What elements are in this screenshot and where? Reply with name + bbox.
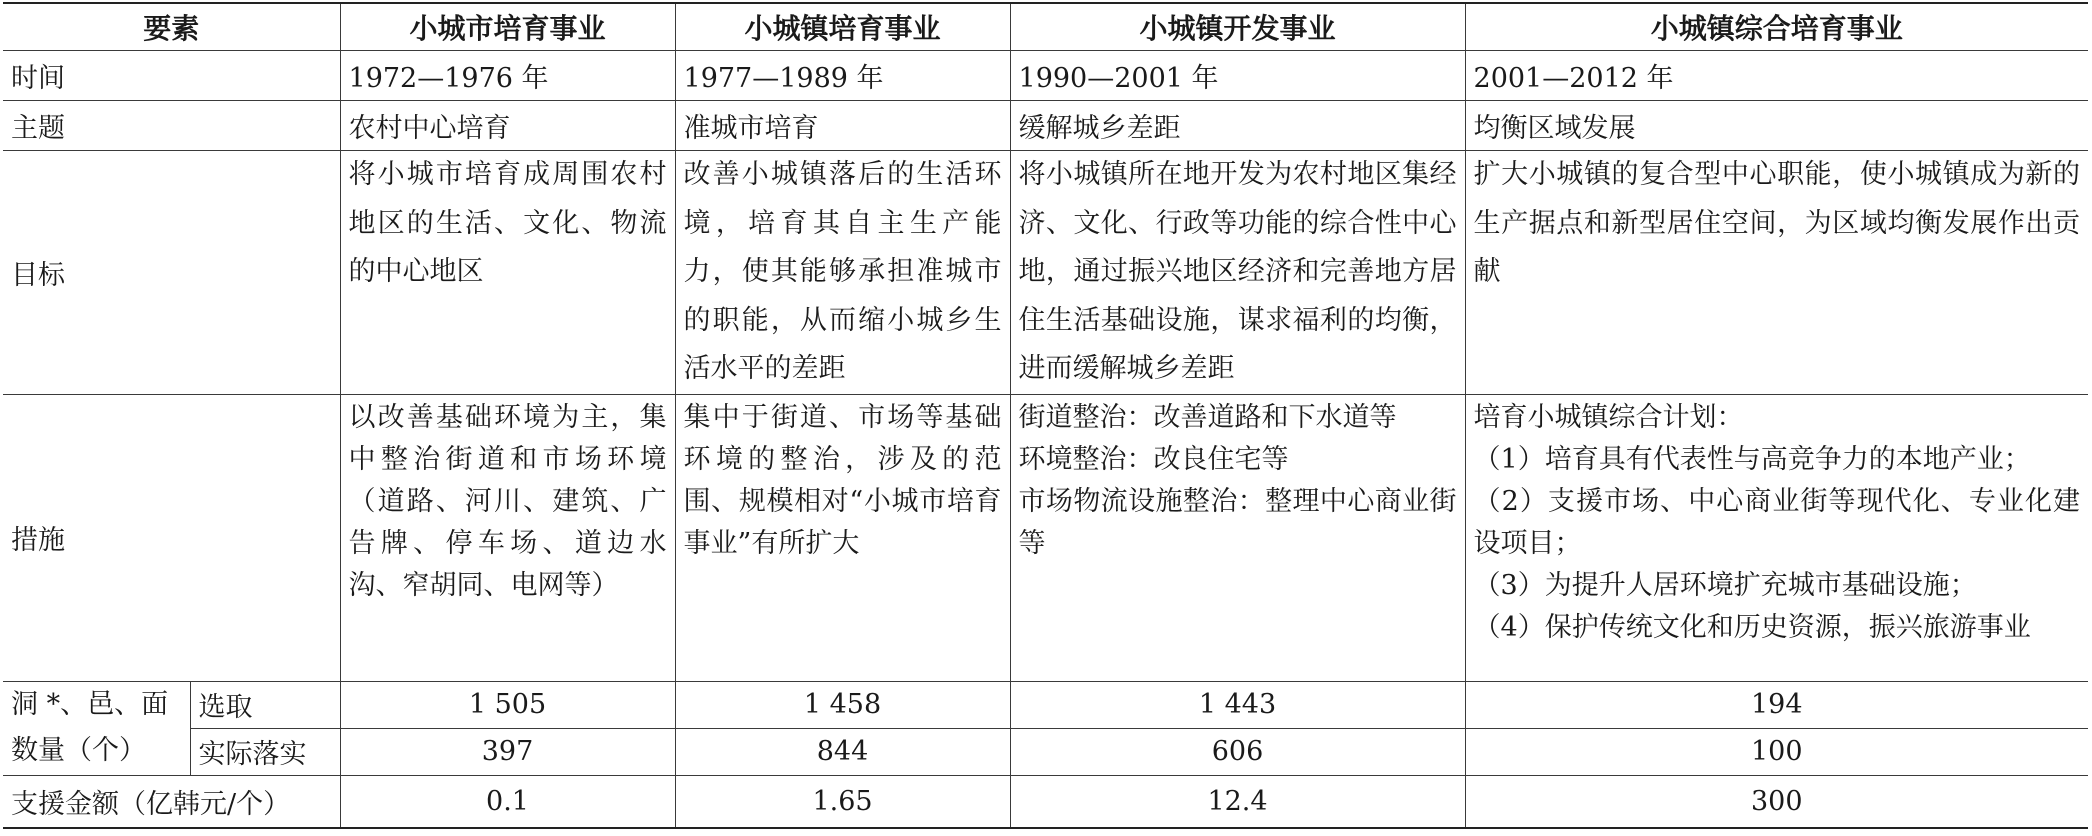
selected-col3: 1 443 (1010, 681, 1465, 728)
goal-col2: 改善小城镇落后的生活环境，培育其自主生产能力，使其能够承担准城市的职能，从而缩小城乡生活水平的差距 (675, 151, 1010, 395)
theme-col3: 缓解城乡差距 (1010, 101, 1465, 151)
measure-col4-line: （3）为提升人居环境扩充城市基础设施； (1473, 569, 1977, 601)
measure-col4-line: 培育小城镇综合计划： (1473, 401, 1744, 433)
measure-col3-line: 市场物流设施整治：整理中心商业街等 (1018, 485, 1457, 559)
measure-col3-line: 环境整治：改良住宅等 (1018, 443, 1289, 475)
fund-col2: 1.65 (675, 775, 1010, 828)
header-col4: 小城镇综合培育事业 (1465, 3, 2088, 51)
measure-col4 (1465, 394, 2088, 681)
time-col4: 2001—2012 年 (1465, 51, 2088, 101)
theme-col2: 准城市培育 (675, 101, 1010, 151)
measure-col4-line: （1）培育具有代表性与高竞争力的本地产业； (1473, 443, 2031, 475)
measure-col3 (1010, 394, 1465, 681)
fund-col3: 12.4 (1010, 775, 1465, 828)
implemented-col4: 100 (1465, 728, 2088, 775)
row-goal (3, 151, 2088, 395)
selected-col1: 1 505 (340, 681, 675, 728)
row-label-goal: 目标 (3, 151, 340, 395)
theme-col1: 农村中心培育 (340, 101, 675, 151)
sub-label-implemented: 实际落实 (190, 728, 340, 775)
time-col3: 1990—2001 年 (1010, 51, 1465, 101)
fund-col4: 300 (1465, 775, 2088, 828)
row-label-time: 时间 (3, 51, 340, 101)
fund-col1: 0.1 (340, 775, 675, 828)
row-time (3, 51, 2088, 101)
time-col2: 1977—1989 年 (675, 51, 1010, 101)
selected-col2: 1 458 (675, 681, 1010, 728)
row-label-theme: 主题 (3, 101, 340, 151)
implemented-col2: 844 (675, 728, 1010, 775)
goal-col3: 将小城镇所在地开发为农村地区集经济、文化、行政等功能的综合性中心地，通过振兴地区经济和完善地方居住生活基础设施，谋求福利的均衡，进而缓解城乡差距 (1010, 151, 1465, 395)
measure-col3-line: 街道整治：改善道路和下水道等 (1018, 401, 1397, 433)
measure-col4-line: （4）保护传统文化和历史资源，振兴旅游事业 (1473, 611, 2031, 643)
row-count-selected (3, 681, 2088, 728)
header-row (3, 3, 2088, 51)
selected-col4: 194 (1465, 681, 2088, 728)
measure-col2: 集中于街道、市场等基础环境的整治，涉及的范围、规模相对“小城市培育事业”有所扩大 (675, 394, 1010, 681)
measure-col1: 以改善基础环境为主，集中整治街道和市场环境（道路、河川、建筑、广告牌、停车场、道边水沟、窄胡同、电网等） (340, 394, 675, 681)
goal-col4: 扩大小城镇的复合型中心职能，使小城镇成为新的生产据点和新型居住空间，为区域均衡发展作出贡献 (1465, 151, 2088, 395)
header-col2: 小城镇培育事业 (675, 3, 1010, 51)
header-factor: 要素 (3, 3, 340, 51)
sub-label-selected: 选取 (190, 681, 340, 728)
comparison-table (3, 2, 2088, 829)
row-measure (3, 394, 2088, 681)
row-label-count: 洞 *、邑、面数量（个） (3, 681, 190, 775)
row-theme (3, 101, 2088, 151)
implemented-col1: 397 (340, 728, 675, 775)
header-col1: 小城市培育事业 (340, 3, 675, 51)
header-col3: 小城镇开发事业 (1010, 3, 1465, 51)
theme-col4: 均衡区域发展 (1465, 101, 2088, 151)
row-count-implemented (3, 728, 2088, 775)
row-fund (3, 775, 2088, 828)
implemented-col3: 606 (1010, 728, 1465, 775)
row-label-measure: 措施 (3, 394, 340, 681)
goal-col1: 将小城市培育成周围农村地区的生活、文化、物流的中心地区 (340, 151, 675, 395)
time-col1: 1972—1976 年 (340, 51, 675, 101)
row-label-fund: 支援金额（亿韩元/个） (3, 775, 340, 828)
measure-col4-line: （2）支援市场、中心商业街等现代化、专业化建设项目； (1473, 485, 2081, 559)
